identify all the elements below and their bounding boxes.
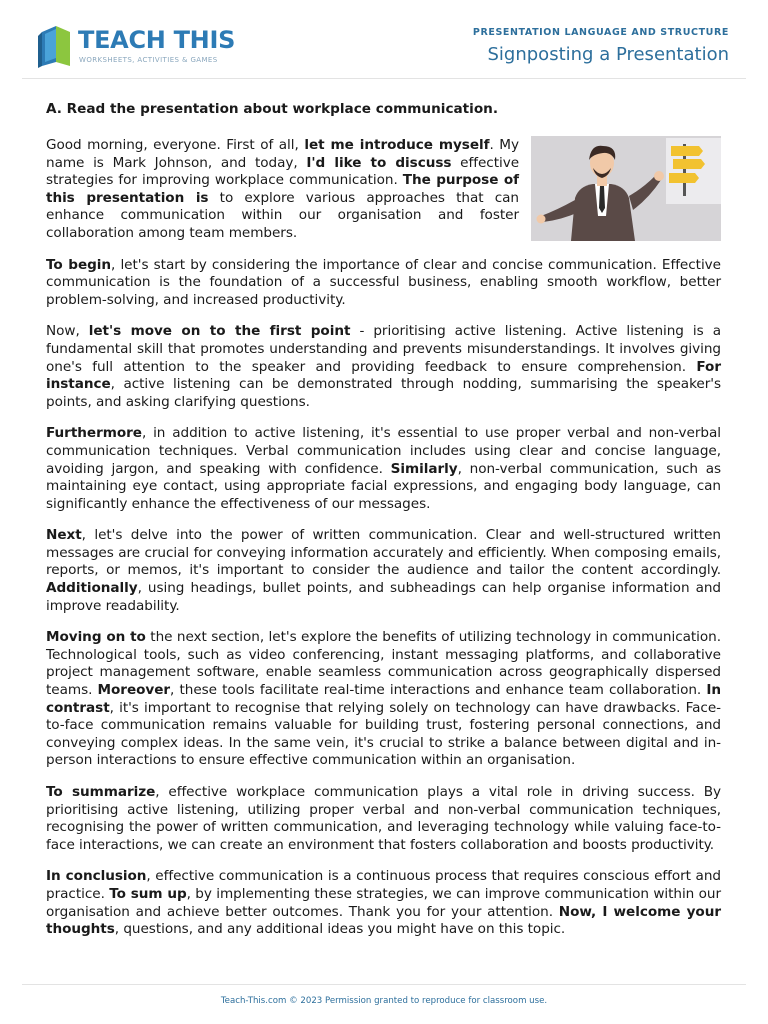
signpost-phrase: Now, I welcome your thoughts: [46, 903, 721, 938]
presentation-text: [46, 137, 721, 939]
text-run: , effective workplace communication plays a vital role in driving success. By prioritising active listening, utilizing proper verbal and non-verbal communication techniques, recognising the power of written communication, and leveraging technology while valuing face-to-face interactions, we can create an environment that fosters collaboration and boosts productivity.: [46, 784, 721, 853]
signpost-phrase: In contrast: [46, 682, 722, 716]
signpost-phrase: To sum up: [109, 885, 187, 902]
text-run: to explore various approaches that can enhance communication within our organisation and foster collaboration among team members.: [46, 189, 519, 241]
signpost-phrase: Moving on to: [46, 629, 146, 646]
text-run: , let's delve into the power of written communication. Clear and well-structured written messages are crucial for conveying information accurately and efficiently. When composing emails, reports, or memos, it's important to consider the audience and tailor the content accordingly.: [46, 527, 721, 579]
page-title: Signposting a Presentation: [487, 44, 729, 65]
signpost-phrase: Additionally: [46, 580, 138, 597]
signpost-phrase: I'd like to discuss: [306, 154, 452, 171]
presenter-illustration: [531, 136, 721, 241]
teach-this-logo[interactable]: [36, 22, 236, 70]
signpost-phrase: The purpose of this presentation is: [46, 172, 519, 206]
text-run: , non-verbal communication, such as maintaining eye contact, using appropriate facial expressions, and engaging body language, can significantly enhance the effectiveness of our messages.: [46, 460, 722, 512]
text-run: Good morning, everyone. First of all,: [46, 137, 305, 153]
paragraph-7: [46, 784, 721, 854]
paragraph-4: [46, 425, 721, 513]
text-run: , by implementing these strategies, we can improve communication within our organisation and achieve better outcomes. Thank you for your attention.: [46, 885, 722, 920]
text-run: , questions, and any additional ideas you might have on this topic.: [114, 921, 566, 938]
signpost-phrase: For instance: [46, 358, 721, 393]
text-run: . My name is Mark Johnson, and today,: [46, 137, 519, 171]
text-run: , effective communication is a continuous process that requires conscious effort and practice.: [46, 868, 721, 902]
text-run: , these tools facilitate real-time interactions and enhance team collaboration.: [170, 682, 707, 699]
paragraph-2: [46, 257, 721, 310]
paragraph-6: [46, 629, 721, 770]
worksheet-body: [46, 99, 721, 953]
text-run: , in addition to active listening, it's essential to use proper verbal and non-verbal communication techniques. Verbal communication includes using clear and concise language, avoiding jargon, and speaking with confidence.: [46, 425, 721, 477]
paragraph-1: [46, 137, 721, 243]
footer-divider: [22, 984, 746, 985]
section-heading: A. Read the presentation about workplace communication.: [46, 101, 499, 117]
logo-tagline: WORKSHEETS, ACTIVITIES & GAMES: [79, 56, 218, 64]
signpost-phrase: let me introduce myself: [304, 137, 490, 153]
signpost-phrase: To summarize: [46, 784, 156, 800]
text-run: , active listening can be demonstrated through nodding, summarising the speaker's points, and asking clarifying questions.: [46, 376, 721, 410]
copyright-footer: Teach-This.com © 2023 Permission granted to reproduce for classroom use.: [220, 996, 548, 1006]
text-run: , let's start by considering the importance of clear and concise communication. Effective communication is the foundation of a successful business, enabling smooth workflow, better problem-solving, and increased productivity.: [46, 256, 721, 308]
paragraph-8: [46, 868, 721, 938]
signpost-phrase: Next: [46, 527, 82, 544]
signpost-phrase: To begin: [46, 256, 112, 273]
page-header: [0, 0, 768, 78]
signpost-phrase: Similarly: [390, 460, 458, 477]
signpost-phrase: Furthermore: [46, 425, 142, 442]
paragraph-3: [46, 323, 721, 411]
header-divider: [22, 78, 746, 79]
logo-text: TEACH THIS: [78, 26, 236, 54]
signpost-phrase: Moreover: [97, 682, 171, 699]
book-icon: [36, 22, 76, 68]
signpost-phrase: let's move on to the first point: [88, 323, 351, 340]
signpost-phrase: In conclusion: [46, 868, 147, 885]
text-run: the next section, let's explore the benefits of utilizing technology in communication. Technological tools, such as video conferencing, instant messaging platforms, and collaborative project management software, enable seamless communication across geographically dispersed teams.: [46, 629, 722, 699]
category-label: PRESENTATION LANGUAGE AND STRUCTURE: [472, 27, 729, 38]
text-run: - prioritising active listening. Active listening is a fundamental skill that promotes understanding and prevents misunderstandings. It involves giving one's full attention to the speaker and providing feedback to ensure comprehension.: [46, 323, 721, 375]
text-run: effective strategies for improving workplace communication.: [46, 154, 520, 189]
text-run: Now,: [46, 323, 89, 340]
text-run: , it's important to recognise that relying solely on technology can have drawbacks. Face-to-face communication remains valuable for building trust, fostering personal connections, and conveying complex ideas. In the same vein, it's crucial to strike a balance between digital and in-person interactions to ensure effective communication within an organisation.: [46, 699, 721, 769]
paragraph-5: [46, 527, 721, 615]
text-run: , using headings, bullet points, and subheadings can help organise information and improve readability.: [46, 580, 721, 614]
